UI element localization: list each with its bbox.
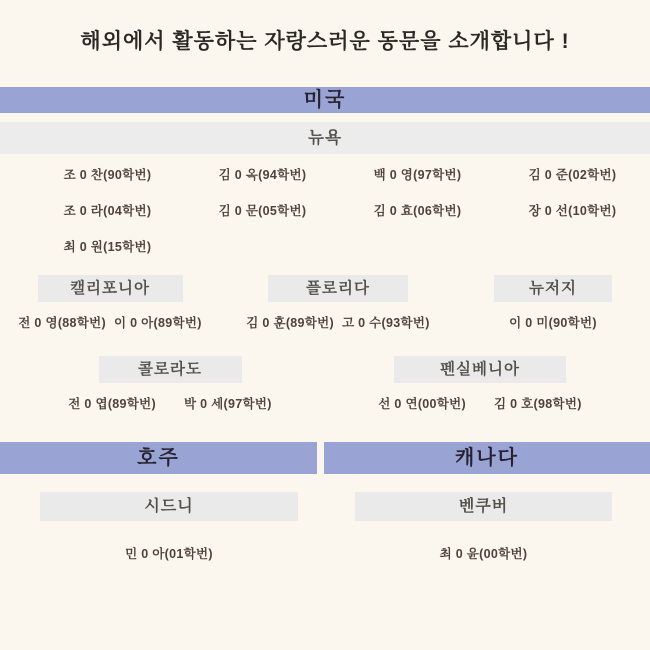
alumni-name: 김 0 문(05학번) <box>218 204 307 218</box>
alumni-name: 이 0 미(90학번) <box>509 316 597 330</box>
state-header-florida: 플로리다 <box>268 275 408 302</box>
newyork-alumni-row <box>30 203 650 219</box>
city-header-row <box>0 492 650 521</box>
alumni-name: 이 0 아(89학번) <box>114 316 202 330</box>
state-column-colorado <box>0 356 340 412</box>
alumni-name: 백 0 영(97학번) <box>373 168 462 182</box>
alumni-name: 전 0 엽(89학번) <box>68 397 156 411</box>
state-alumni-names <box>246 315 429 331</box>
alumni-name: 박 0 세(97학번) <box>184 397 272 411</box>
alumni-name: 장 0 선(10학번) <box>528 204 617 218</box>
section-header-usa: 미국 <box>0 87 650 113</box>
alumni-name: 조 0 라(04학번) <box>63 204 152 218</box>
section-header-australia: 호주 <box>0 442 317 474</box>
usa-states-row-2 <box>0 356 650 412</box>
city-header-vancouver: 벤쿠버 <box>355 492 612 521</box>
state-alumni-names <box>378 396 581 412</box>
alumni-name: 전 0 영(88학번) <box>18 316 106 330</box>
newyork-alumni-row <box>30 239 650 255</box>
alumni-name: 최 0 원(15학번) <box>63 240 152 254</box>
alumni-name: 김 0 호(98학번) <box>494 397 582 411</box>
alumni-name: 최 0 윤(00학번) <box>439 547 528 561</box>
alumni-name: 선 0 연(00학번) <box>378 397 466 411</box>
alumni-name: 김 0 준(02학번) <box>528 168 617 182</box>
usa-states-row-1 <box>0 275 650 331</box>
state-column-florida <box>220 275 456 331</box>
alumni-name: 김 0 옥(94학번) <box>218 168 307 182</box>
state-alumni-names <box>68 396 271 412</box>
bottom-alumni-row <box>0 545 650 563</box>
state-alumni-names <box>509 315 597 331</box>
page-title: 해외에서 활동하는 자랑스러운 동문을 소개합니다 ! <box>80 30 570 53</box>
alumni-name: 김 0 효(06학번) <box>373 204 462 218</box>
vancouver-alumni <box>355 545 612 563</box>
header-gap <box>317 442 324 474</box>
state-header-pennsylvania: 펜실베니아 <box>394 356 566 383</box>
newyork-alumni-row <box>30 167 650 183</box>
section-header-canada: 캐나다 <box>324 442 650 474</box>
newyork-alumni-grid <box>0 154 650 255</box>
alumni-name: 민 0 아(01학번) <box>125 547 213 561</box>
state-header-colorado: 콜로라도 <box>99 356 242 383</box>
state-column-newjersey <box>456 275 650 331</box>
state-column-california <box>0 275 220 331</box>
city-header-sydney: 시드니 <box>40 492 298 521</box>
state-column-pennsylvania <box>340 356 650 412</box>
two-country-header-row <box>0 442 650 474</box>
state-header-california: 캘리포니아 <box>38 275 183 302</box>
state-header-newjersey: 뉴저지 <box>494 275 612 302</box>
alumni-name: 조 0 찬(90학번) <box>63 168 152 182</box>
sydney-alumni <box>40 545 298 563</box>
alumni-name: 김 0 훈(89학번) <box>246 316 334 330</box>
alumni-name: 고 0 수(93학번) <box>342 316 430 330</box>
subsection-header-newyork: 뉴욕 <box>0 122 650 154</box>
state-alumni-names <box>18 315 201 331</box>
